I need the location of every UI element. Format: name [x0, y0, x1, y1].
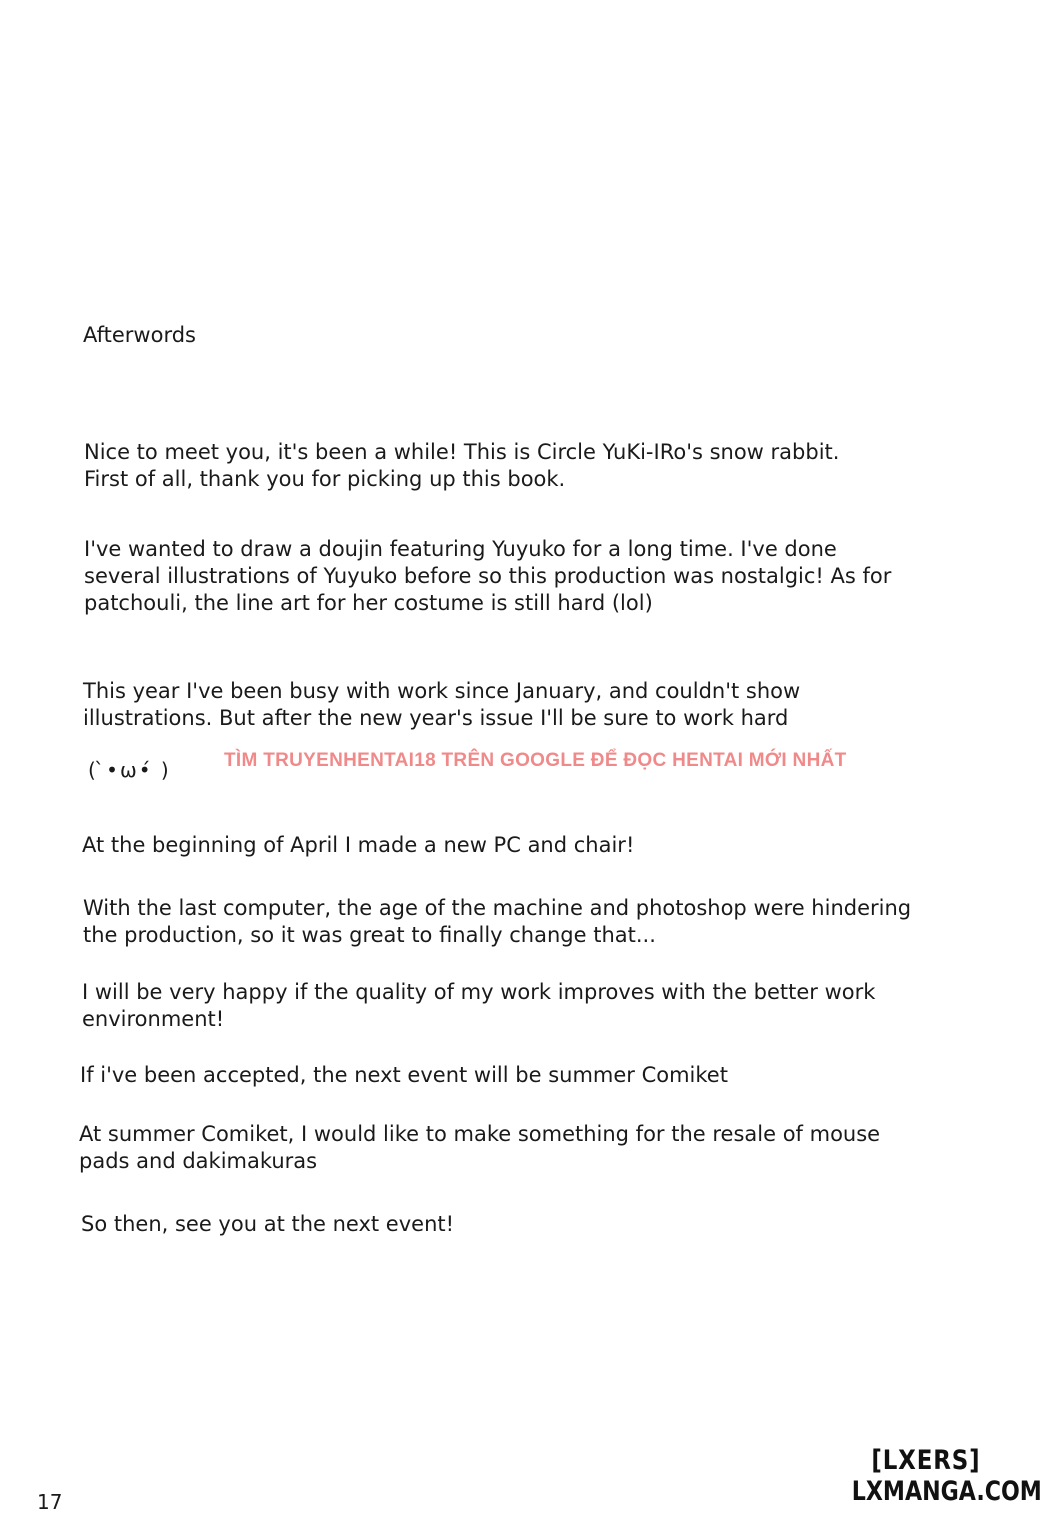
- paragraph-greeting: Nice to meet you, it's been a while! This is Circle YuKi-IRo's snow rabbit. First of all, thank you for picking up this book.: [84, 440, 840, 491]
- watermark-text: TÌM TRUYENHENTAI18 TRÊN GOOGLE ĐỂ ĐỌC HENTAI MỚI NHẤT: [224, 750, 847, 771]
- page-title: Afterwords: [83, 323, 196, 347]
- paragraph-yuyuko: I've wanted to draw a doujin featuring Yuyuko for a long time. I've done several illustrations of Yuyuko before so this production was nostalgic! As for patchouli, the line art for her costume is still hard (lol): [84, 537, 892, 615]
- paragraph-closing: So then, see you at the next event!: [81, 1212, 455, 1236]
- page-number: 17: [37, 1490, 63, 1514]
- site-logo: [810, 1446, 1042, 1508]
- logo-line-bottom: LXMANGA.COM: [851, 1476, 1042, 1507]
- paragraph-work-quality: I will be very happy if the quality of my work improves with the better work environment!: [82, 980, 876, 1031]
- paragraph-last-computer: With the last computer, the age of the machine and photoshop were hindering the production, so it was great to finally change that...: [83, 896, 912, 947]
- paragraph-busy-year: This year I've been busy with work since January, and couldn't show illustrations. But after the new year's issue I'll be sure to work hard: [83, 679, 801, 730]
- logo-line-top: [LXERS]: [871, 1445, 981, 1476]
- paragraph-new-pc: At the beginning of April I made a new PC and chair!: [82, 833, 635, 857]
- paragraph-next-event: If i've been accepted, the next event will be summer Comiket: [80, 1063, 728, 1087]
- kaomoji-emoticon: ( ̀•ω•́ ): [88, 758, 171, 782]
- paragraph-summer-comiket: At summer Comiket, I would like to make something for the resale of mouse pads and dakimakuras: [79, 1122, 881, 1173]
